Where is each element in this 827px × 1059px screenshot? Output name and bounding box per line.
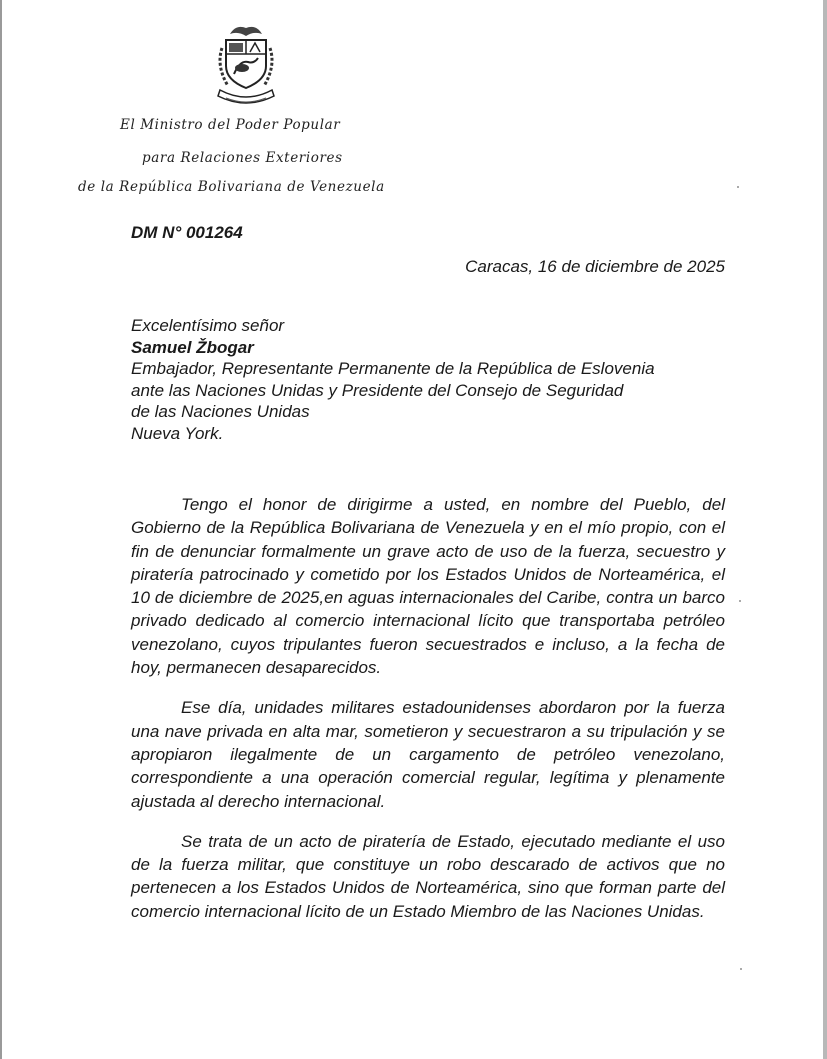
salutation: Excelentísimo señor — [131, 316, 285, 335]
addressee-name: Samuel Žbogar — [131, 337, 254, 357]
addressee-title-line-1: Embajador, Representante Permanente de la República de Eslovenia — [131, 359, 655, 378]
letter-body — [131, 493, 725, 940]
addressee-title-line-3: de las Naciones Unidas — [131, 402, 310, 421]
page-border-right — [823, 0, 827, 1059]
page-border-left — [0, 0, 2, 1059]
body-paragraph: Se trata de un acto de piratería de Estado, ejecutado mediante el uso de la fuerza militar, que constituye un robo descarado de activos que no pertenecen a los Estados Unidos de Norteamérica, sino que forman parte del comercio internacional lícito de un Estado Miembro de las Naciones Unidas. — [131, 831, 725, 921]
scan-speck — [740, 968, 742, 970]
scan-speck — [737, 186, 739, 188]
letterhead-line-1: El Ministro del Poder Popular — [120, 117, 341, 133]
addressee-city: Nueva York. — [131, 423, 224, 443]
body-paragraph: Tengo el honor de dirigirme a usted, en nombre del Pueblo, del Gobierno de la República Bolivariana de Venezuela y en el mío propio, con el fin de denunciar formalmente un grave acto de uso de la fuerza, secuestro y piratería patrocinado y cometido por los Estados Unidos de Norteamérica, el 10 de diciembre de 2025,en aguas internacionales del Caribe, contra un barco privado dedicado al comercio internacional lícito que transportaba petróleo venezolano, cuyos tripulantes fueron secuestrados e incluso, a la fecha de hoy, permanecen desaparecidos. — [131, 495, 725, 678]
addressee-block — [131, 315, 655, 444]
letterhead-line-3: de la República Bolivariana de Venezuela — [78, 179, 385, 195]
addressee-title-line-2: ante las Naciones Unidas y Presidente del Consejo de Seguridad — [131, 380, 624, 400]
coat-of-arms-icon — [212, 22, 280, 106]
scan-speck — [739, 600, 741, 602]
dateline: Caracas, 16 de diciembre de 2025 — [465, 257, 725, 276]
letterhead-line-2: para Relaciones Exteriores — [142, 150, 343, 166]
body-paragraph: Ese día, unidades militares estadounidenses abordaron por la fuerza una nave privada en alta mar, sometieron y secuestraron a su tripulación y se apropiaron ilegalmente de un cargamento de petróleo venezolano, correspondiente a una operación comercial regular, legítima y plenamente ajustada al derecho internacional. — [131, 698, 725, 811]
document-number: DM N° 001264 — [131, 223, 243, 242]
